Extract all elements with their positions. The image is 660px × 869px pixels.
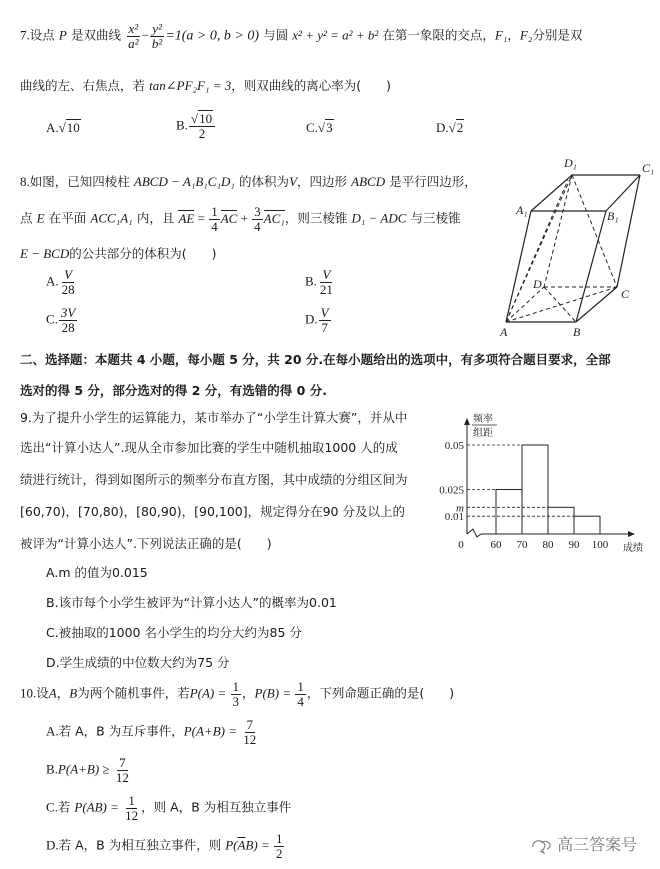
y-axis-label-numerator: 频率 [473,414,493,425]
label-B: B [573,325,581,339]
edge-BB1 [576,211,606,322]
edge-CC1 [617,175,640,287]
edge-DD1 [544,175,572,287]
fraction: $\frac{\text{x²}}{\text{a²}}$ [128,21,139,51]
q9-option-a: A.m 的值为0.015 [46,565,148,580]
x-axis-label: 成绩 [623,543,643,554]
label-A: A [500,325,508,339]
q7-line1: 7.设点 P 是双曲线 $\frac{\text{x²}}{\text{a²}}$ − $\frac{\text{y²}}{\text{b²}}$ =1(a > 0, b > 0) 与圆 x² + y² = a² + b² 在第一象限的交点，F₁，F₂分别是双 [20,21,583,51]
q7-line2: 曲线的左、右焦点，若 tan∠PF₂F₁ = 3，则双曲线的离心率为( ) [20,78,392,93]
q9-option-c: C.被抽取的1000 名小学生的均分大约为85 分 [46,625,302,640]
q10-option-b: B.P(A+B) ≥ $\frac{7}{12}$ [46,755,129,785]
histogram-labels [439,412,643,554]
q8-option-a: A. $\frac{V}{28}$ [46,267,75,297]
q8-line3: E − BCD的公共部分的体积为( ) [20,246,217,261]
x-tick-label: 70 [516,539,528,551]
section-2-heading-line1: 二、选择题：本题共 4 小题，每小题 5 分，共 20 分.在每小题给出的选项中，有多项符合题目要求，全部 [20,352,611,367]
section-2-heading-line2: 选对的得 5 分，部分选对的得 2 分，有选错的得 0 分. [20,383,327,398]
x-tick-label: 60 [490,539,502,551]
q10-option-d: D.若 A，B 为相互独立事件，则 $P(\overline{A}B)$ = $\frac{1}{2}$ [46,831,283,861]
x-tick-label: 90 [568,539,580,551]
fraction: $\frac{\text{y²}}{\text{b²}}$ [151,21,163,51]
histogram-bar [496,490,522,535]
x-tick-label: 100 [591,539,609,551]
label-A1: A₁ [516,203,528,217]
edge-B1C1 [606,175,640,211]
histogram-bars [496,445,600,534]
y-tick-label: 0.025 [439,484,464,497]
q9-line5: 被评为“计算小达人”.下列说法正确的是( ) [20,536,272,551]
wechat-icon [530,838,552,854]
x-tick-label: 0 [458,539,464,551]
y-tick-label: 0.01 [444,511,464,524]
q9-line4: [60,70)，[70,80)，[80,90)，[90,100]，规定得分在90 分及以上的 [20,504,405,519]
edge-BC [576,287,617,322]
q9-line2: 选出“计算小达人”.现从全市参加比赛的学生中随机抽取1000 人的成 [20,440,398,455]
axis-break [467,529,481,537]
diag-AC [506,287,617,322]
q7-option-c: C.√3 [306,120,333,135]
y-tick-label: 0.05 [444,440,464,452]
prism-figure [490,150,660,340]
histogram-guides [467,445,574,516]
x-tick-label: 80 [542,539,554,551]
q8-option-b: B. $\frac{V}{21}$ [305,267,333,297]
y-axis-label-denominator: 组距 [473,428,493,439]
label-C: C [621,287,630,301]
label-D: D [533,277,542,291]
q10-stem: 10.设A，B为两个随机事件，若P(A) = $\frac{1}{3}$ ，P(B) = $\frac{1}{4}$ ，下列命题正确的是( ) [20,679,455,709]
watermark-text: 高三答案号 [557,835,638,854]
q9-option-d: D.学生成绩的中位数大约为75 分 [46,655,230,670]
label-D1: D₁ [564,156,577,170]
histogram-bar [574,516,600,534]
q10-option-c: C.若 P(AB) = $\frac{1}{12}$ ，则 A，B 为相互独立事件 [46,793,292,823]
edge-A1D1 [531,175,572,211]
q7-option-b: B. $\frac{√10}{2}$ [176,112,216,140]
q9-line3: 绩进行统计，得到如图所示的频率分布直方图，其中成绩的分组区间为 [20,472,408,487]
y-axis-arrow [464,418,470,425]
histogram-bar [548,507,574,534]
y-tick-label: m [456,502,464,515]
histogram-bar [522,445,548,534]
q7-option-a: A.√10 [46,120,80,135]
diag-D1C [572,175,617,287]
diag-DB [544,287,576,322]
watermark [530,832,637,855]
line-AE [506,180,568,322]
q9-line1: 9.为了提升小学生的运算能力，某市举办了“小学生计算大赛”，并从中 [20,410,408,425]
x-axis-arrow [628,531,635,537]
q8-option-c: C. $\frac{3V}{28}$ [46,305,76,335]
label-B1: B₁ [607,209,619,223]
q8-option-d: D. $\frac{V}{7}$ [305,305,329,335]
q9-option-b: B.该市每个小学生被评为“计算小达人”的概率为0.01 [46,595,337,610]
edge-AA1 [506,211,531,322]
q8-line2: 点 E 在平面 ACC₁A₁ 内，且 AE = $\frac{1}{4}$ AC + $\frac{3}{4}$ AC₁，则三棱锥 D₁ − ADC 与三棱锥 [20,204,461,234]
frequency-histogram [425,400,660,560]
label-C1: C₁ [642,161,655,175]
edge-AD [506,287,544,322]
q10-option-a: A.若 A，B 为互斥事件，P(A+B) = $\frac{7}{12}$ [46,717,257,747]
q8-line1: 8.如图，已知四棱柱 ABCD − A₁B₁C₁D₁ 的体积为V，四边形 ABCD 是平行四边形， [20,174,477,189]
q7-option-d: D.√2 [436,120,464,135]
